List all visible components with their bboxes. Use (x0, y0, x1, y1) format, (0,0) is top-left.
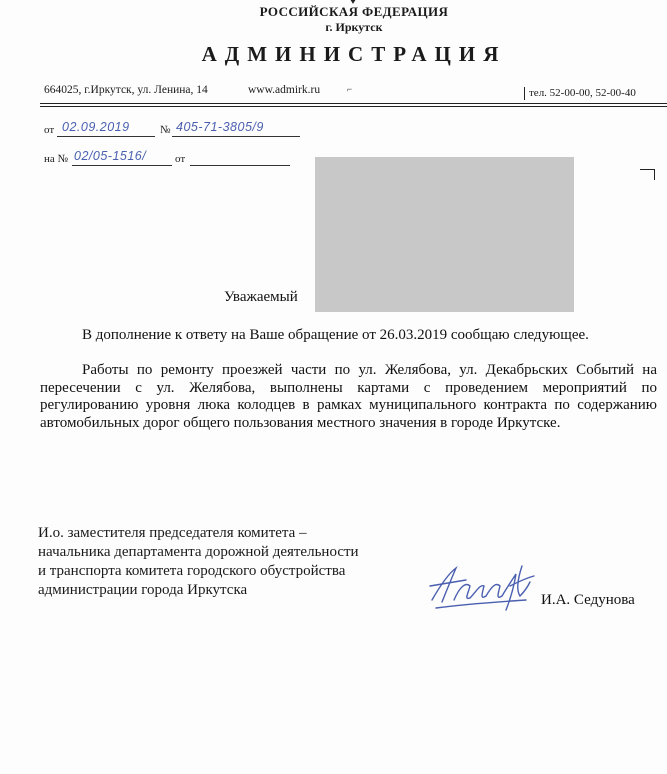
redacted-addressee (315, 157, 574, 312)
paragraph-2: Работы по ремонту проезжей части по ул. Желябова, ул. Декабрьских Событий на пересечении с ул. Желябова, выполнены картами с проведением мероприятий по регулированию уровня люка колодцев в рамках муниципального контракта по содержанию автомобильных дорог общего пользования местного значения в городе Иркутске. (40, 362, 657, 431)
signatory-name: И.А. Седунова (541, 592, 635, 608)
title-line-3: и транспорта комитета городского обустройства (38, 563, 346, 579)
paragraph-1: В дополнение к ответу на Ваше обращение от 26.03.2019 сообщаю следующее. (82, 327, 589, 343)
reg-number: 405-71-3805/9 (176, 120, 264, 134)
tick-mark: ⌐ (347, 84, 353, 94)
number-label: № (160, 124, 171, 136)
addressee-corner (640, 169, 655, 180)
org-title: АДМИНИСТРАЦИЯ (201, 42, 507, 66)
ref-label: на № (44, 153, 69, 165)
ref-from-label: от (175, 153, 186, 165)
city-name: г. Иркутск (325, 20, 383, 34)
header-rule-bottom (40, 106, 667, 107)
from-label: от (44, 124, 55, 136)
signatory-title (38, 524, 359, 600)
title-line-4: администрации города Иркутска (38, 582, 248, 598)
date-underline (57, 136, 155, 137)
address: 664025, г.Иркутск, ул. Ленина, 14 (44, 84, 208, 96)
website: www.admirk.ru (248, 84, 321, 96)
divider (524, 87, 525, 100)
salutation: Уважаемый (224, 289, 298, 305)
ref-date-underline (190, 165, 290, 166)
number-underline (172, 136, 300, 137)
ref-number-underline (72, 165, 172, 166)
country-name: РОССИЙСКАЯ ФЕДЕРАЦИЯ (259, 4, 449, 19)
title-line-2: начальника департамента дорожной деятельности (38, 544, 359, 560)
phone: тел. 52-00-00, 52-00-40 (529, 87, 636, 99)
ref-number: 02/05-1516/ (74, 149, 147, 163)
handwritten-signature (426, 556, 546, 614)
title-line-1: И.о. заместителя председателя комитета – (38, 525, 307, 541)
header-rule-top (40, 103, 667, 104)
reg-date: 02.09.2019 (62, 120, 130, 134)
